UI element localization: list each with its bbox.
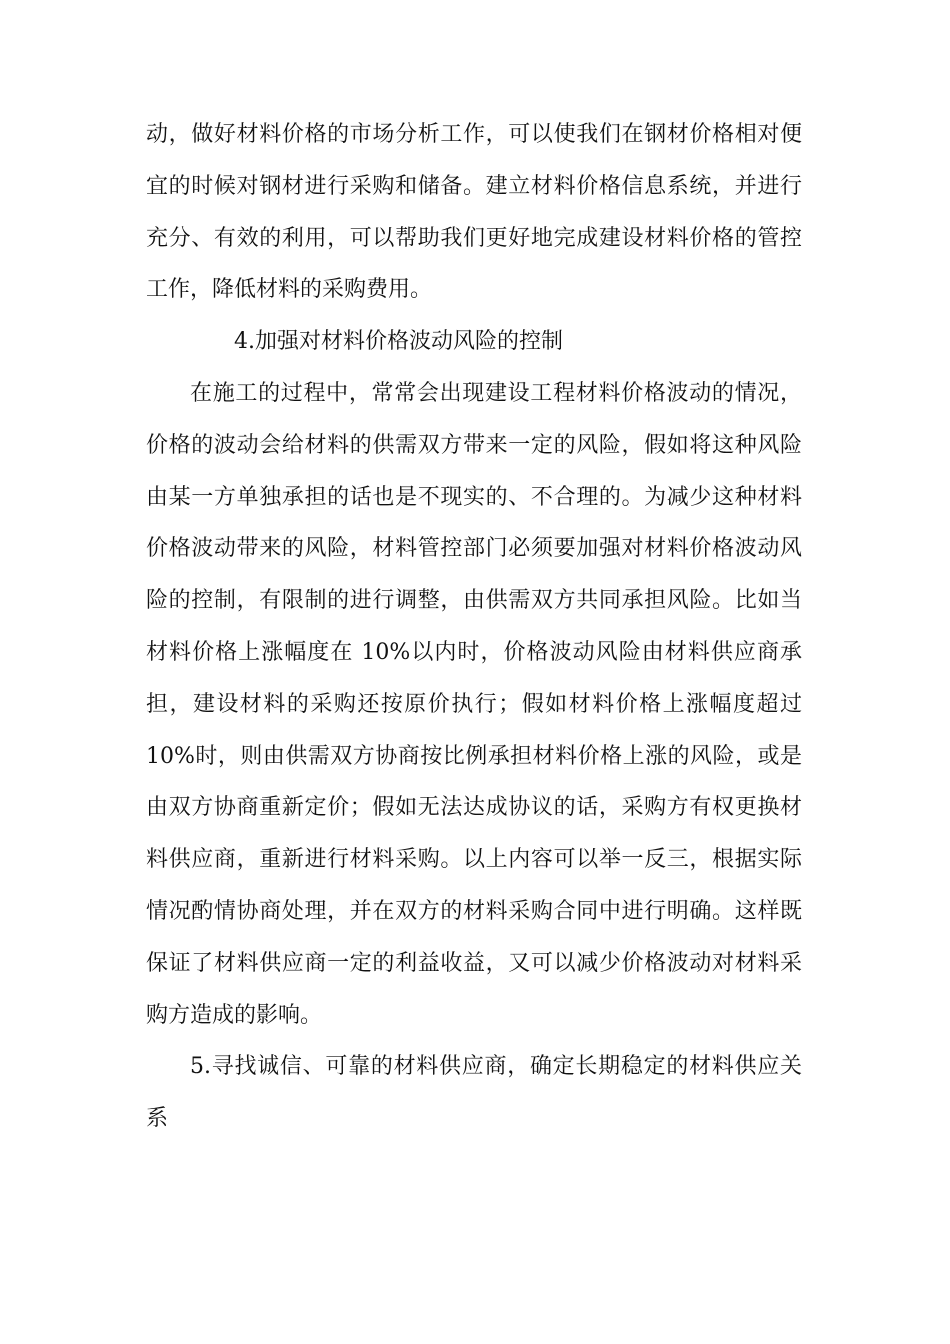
paragraph-2	[146, 368, 802, 1041]
paragraph-1	[146, 109, 802, 316]
paragraph-2-line-3: 由某一方单独承担的话也是不现实的、不合理的。为减少这种材料	[146, 484, 802, 510]
document-body	[146, 109, 802, 1145]
section-heading-4-text: 4.加强对材料价格波动风险的控制	[234, 329, 563, 355]
paragraph-2-line-8: 10%时，则由供需双方协商按比例承担材料价格上涨的风险，或是	[146, 743, 802, 769]
paragraph-2-line-4: 价格波动带来的风险，材料管控部门必须要加强对材料价格波动风	[146, 536, 802, 562]
paragraph-1-line-3: 充分、有效的利用，可以帮助我们更好地完成建设材料价格的管控	[146, 225, 802, 251]
paragraph-2-line-11: 情况酌情协商处理，并在双方的材料采购合同中进行明确。这样既	[146, 898, 802, 924]
paragraph-2-line-13: 购方造成的影响。	[146, 1002, 323, 1028]
section-heading-4	[146, 316, 802, 368]
paragraph-2-line-10: 料供应商，重新进行材料采购。以上内容可以举一反三，根据实际	[146, 847, 802, 873]
paragraph-2-line-6: 材料价格上涨幅度在 10%以内时，价格波动风险由材料供应商承	[146, 639, 802, 665]
paragraph-1-line-1: 动，做好材料价格的市场分析工作，可以使我们在钢材价格相对便	[146, 122, 802, 147]
paragraph-2-line-12: 保证了材料供应商一定的利益收益，又可以减少价格波动对材料采	[146, 950, 802, 976]
paragraph-2-line-9: 由双方协商重新定价；假如无法达成协议的话，采购方有权更换材	[146, 795, 802, 821]
section-heading-5	[146, 1041, 802, 1145]
section-heading-5-line-2: 系	[146, 1106, 169, 1132]
paragraph-2-line-7: 担，建设材料的采购还按原价执行；假如材料价格上涨幅度超过	[146, 691, 802, 717]
paragraph-1-line-4: 工作，降低材料的采购费用。	[146, 277, 433, 303]
paragraph-1-line-2: 宜的时候对钢材进行采购和储备。建立材料价格信息系统，并进行	[146, 173, 802, 199]
paragraph-2-line-2: 价格的波动会给材料的供需双方带来一定的风险，假如将这种风险	[146, 432, 802, 458]
section-heading-5-line-1: 5.寻找诚信、可靠的材料供应商，确定长期稳定的材料供应关	[190, 1054, 802, 1080]
paragraph-2-line-5: 险的控制，有限制的进行调整，由供需双方共同承担风险。比如当	[146, 588, 802, 614]
paragraph-2-line-1: 在施工的过程中，常常会出现建设工程材料价格波动的情况，	[190, 380, 802, 406]
